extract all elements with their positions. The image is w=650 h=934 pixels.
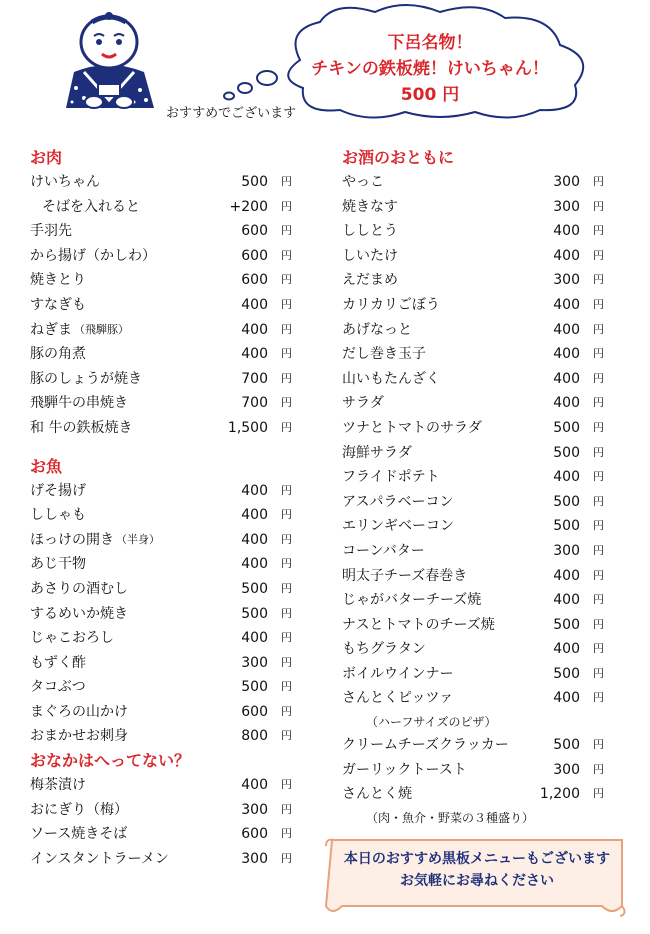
menu-item (342, 662, 604, 687)
menu-list-fish (30, 479, 292, 750)
menu-item (30, 577, 292, 602)
menu-item-price: 500 (553, 665, 580, 682)
tagline: おすすめでございます (166, 106, 297, 121)
menu-item-currency: 円 (593, 445, 604, 459)
menu-item (342, 514, 604, 539)
menu-item (30, 342, 292, 367)
menu-item-price: 300 (241, 850, 268, 867)
menu-item (30, 700, 292, 725)
menu-item (30, 416, 292, 441)
menu-item-price: 500 (241, 174, 268, 190)
menu-item-price: 300 (553, 761, 580, 778)
menu-item-price: 500 (241, 605, 268, 622)
menu-item-name: さんとく焼 (342, 786, 412, 803)
menu-item (30, 847, 292, 872)
menu-item (30, 528, 292, 553)
menu-item-currency: 円 (593, 642, 604, 656)
menu-item (30, 195, 292, 220)
menu-item-currency: 円 (281, 532, 292, 546)
menu-item-price: 400 (553, 321, 580, 338)
menu-item-currency: 円 (281, 248, 292, 262)
menu-item (30, 391, 292, 416)
menu-item-name: 海鮮サラダ (342, 444, 412, 461)
menu-item (342, 782, 604, 807)
menu-item-name: けいちゃん (30, 174, 100, 190)
menu-item-name: コーンバター (342, 542, 425, 559)
menu-item-price: 800 (241, 728, 268, 745)
menu-item-name: あじ干物 (30, 556, 86, 573)
menu-item-price: +200 (229, 198, 268, 215)
menu-item-price: 400 (241, 507, 268, 524)
menu-item (342, 170, 604, 195)
menu-item-currency: 円 (593, 371, 604, 385)
menu-item (342, 613, 604, 638)
menu-item-currency: 円 (281, 704, 292, 718)
menu-item-name: もずく酢 (30, 654, 86, 671)
menu-item-price: 600 (241, 703, 268, 720)
menu-item (342, 637, 604, 662)
menu-item (30, 293, 292, 318)
menu-item-name: 明太子チーズ春巻き (342, 567, 468, 584)
menu-item-name: フライドポテト (342, 469, 440, 486)
menu-item-price: 400 (553, 567, 580, 584)
menu-item-name: ツナとトマトのサラダ (342, 419, 482, 436)
menu-item-currency: 円 (593, 470, 604, 484)
menu-item-currency: 円 (593, 494, 604, 508)
menu-item-currency: 円 (281, 606, 292, 620)
menu-item-price: 600 (241, 272, 268, 289)
menu-item-price: 400 (241, 531, 268, 548)
menu-item-price: 600 (241, 223, 268, 240)
menu-item-name: ナスとトマトのチーズ焼 (342, 616, 495, 633)
menu-item-price: 1,200 (539, 786, 580, 803)
bubble-line-1: 下呂名物！ (387, 33, 473, 53)
menu-item-currency: 円 (593, 322, 604, 336)
menu-item-price: 500 (553, 444, 580, 461)
menu-item-currency: 円 (281, 778, 292, 792)
menu-item-price: 500 (553, 737, 580, 754)
menu-item-name: だし巻き玉子 (342, 346, 426, 363)
pizza-note: （ハーフサイズのピザ） (366, 715, 497, 730)
menu-item-name: ソース焼きそば (30, 826, 128, 843)
menu-item-name: 山いもたんざく (342, 370, 440, 387)
menu-item-note: （半身） (116, 532, 160, 546)
menu-item-currency: 円 (281, 729, 292, 743)
menu-item (342, 564, 604, 589)
menu-item-name: やっこ (342, 174, 384, 190)
menu-item-currency: 円 (281, 347, 292, 361)
menu-item-currency: 円 (281, 297, 292, 311)
menu-item-name: サラダ (342, 395, 384, 412)
menu-item-price: 400 (553, 395, 580, 412)
menu-item-name: インスタントラーメン (30, 850, 169, 867)
menu-item-currency: 円 (281, 371, 292, 385)
menu-item (30, 822, 292, 847)
menu-item-price: 500 (553, 493, 580, 510)
menu-item-currency: 円 (281, 851, 292, 865)
menu-item (30, 552, 292, 577)
section-title-hungry: おなかはへってない？ (30, 751, 191, 771)
menu-item (30, 602, 292, 627)
menu-item (30, 675, 292, 700)
menu-item-price: 400 (553, 690, 580, 707)
menu-item-currency: 円 (281, 224, 292, 238)
menu-item-price: 600 (241, 826, 268, 843)
menu-item (342, 244, 604, 269)
menu-item-currency: 円 (593, 273, 604, 287)
menu-item-currency: 円 (281, 827, 292, 841)
menu-item-name: じゃこおろし (30, 630, 114, 647)
bubble-line-2: チキンの鉄板焼！けいちゃん！ (311, 59, 549, 79)
menu-item (30, 367, 292, 392)
menu-item-name: おにぎり（梅） (30, 801, 128, 818)
footer-text (322, 848, 632, 892)
menu-item (30, 244, 292, 269)
menu-item-currency: 円 (593, 738, 604, 752)
menu-item-name: ししゃも (30, 507, 86, 524)
menu-item-name: さんとくピッツァ (342, 690, 454, 707)
menu-item-price: 1,500 (227, 419, 268, 436)
menu-item (342, 539, 604, 564)
section-title-meat: お肉 (30, 148, 63, 167)
menu-item-currency: 円 (281, 420, 292, 434)
left-column (30, 146, 292, 871)
menu-item-price: 500 (553, 616, 580, 633)
menu-item (30, 773, 292, 798)
menu-item-name: ガーリックトースト (342, 761, 467, 778)
menu-item-name: あげなっと (342, 321, 412, 338)
footer-line-1: 本日のおすすめ黒板メニューもございます (343, 851, 611, 867)
menu-item-name: ボイルウインナー (342, 665, 454, 682)
menu-item-name: ねぎま (30, 321, 72, 338)
menu-item-name: しいたけ (342, 247, 398, 264)
menu-item-price: 600 (241, 247, 268, 264)
menu-item-name: ししとう (342, 223, 398, 240)
menu-item-price: 700 (241, 370, 268, 387)
menu-item-currency: 円 (281, 655, 292, 669)
menu-item-price: 400 (553, 296, 580, 313)
menu-item-name: 豚の角煮 (30, 346, 86, 363)
menu-item-price: 500 (553, 518, 580, 535)
menu-item-currency: 円 (593, 519, 604, 533)
menu-item-price: 400 (553, 641, 580, 658)
menu-item-price: 400 (241, 777, 268, 794)
footer-line-2: お気軽にお尋ねください (400, 873, 554, 889)
menu-item-currency: 円 (593, 666, 604, 680)
menu-item-currency: 円 (593, 199, 604, 213)
menu-list-hungry (30, 773, 292, 871)
menu-item-price: 400 (241, 346, 268, 363)
menu-item-currency: 円 (281, 581, 292, 595)
menu-item-currency: 円 (593, 617, 604, 631)
menu-item (342, 733, 604, 758)
menu-item (342, 490, 604, 515)
menu-item-price: 400 (553, 469, 580, 486)
menu-item-currency: 円 (593, 420, 604, 434)
menu-item-currency: 円 (281, 322, 292, 336)
menu-item (30, 268, 292, 293)
menu-item-currency: 円 (281, 483, 292, 497)
menu-item (342, 686, 604, 711)
menu-item-currency: 円 (593, 691, 604, 705)
right-column (342, 146, 604, 829)
menu-item-name: クリームチーズクラッカー (342, 737, 509, 754)
menu-item-currency: 円 (593, 347, 604, 361)
menu-item-price: 400 (241, 482, 268, 499)
menu-item-name: 焼きなす (342, 198, 398, 215)
mascot-illustration (54, 10, 164, 110)
menu-item-name: えだまめ (342, 272, 398, 289)
menu-item (342, 465, 604, 490)
menu-item (342, 293, 604, 318)
menu-item-name: するめいか焼き (30, 605, 128, 622)
menu-item-name: すなぎも (30, 296, 86, 313)
menu-item (342, 219, 604, 244)
menu-item-price: 300 (553, 174, 580, 190)
menu-item-price: 400 (553, 223, 580, 240)
menu-item (342, 318, 604, 343)
section-title-fish: お魚 (30, 456, 63, 476)
menu-item-price: 300 (553, 198, 580, 215)
menu-item-name: 和 牛の鉄板焼き (30, 419, 133, 436)
menu-item-name: 豚のしょうが焼き (30, 370, 142, 387)
menu-item-currency: 円 (593, 224, 604, 238)
menu-item-name: アスパラベーコン (342, 493, 454, 510)
menu-item-currency: 円 (281, 557, 292, 571)
menu-item-currency: 円 (593, 568, 604, 582)
menu-item-currency: 円 (593, 593, 604, 607)
menu-item-name: 飛騨牛の串焼き (30, 395, 128, 412)
menu-item-price: 400 (553, 370, 580, 387)
menu-item-price: 500 (553, 419, 580, 436)
menu-item-currency: 円 (281, 199, 292, 213)
menu-item (342, 367, 604, 392)
menu-item-name: まぐろの山かけ (30, 703, 128, 720)
menu-item-name: ほっけの開き (30, 531, 114, 548)
menu-item-currency: 円 (281, 631, 292, 645)
menu-item-currency: 円 (281, 508, 292, 522)
menu-item-name: じゃがバターチーズ焼 (342, 592, 482, 609)
menu-item-price: 500 (241, 679, 268, 696)
menu-item (30, 503, 292, 528)
menu-item-price: 400 (241, 556, 268, 573)
menu-item (30, 651, 292, 676)
menu-item-name: おまかせお刺身 (30, 728, 128, 745)
menu-item-currency: 円 (593, 543, 604, 557)
menu-item (342, 758, 604, 783)
menu-item-price: 400 (241, 321, 268, 338)
menu-item-name: タコぶつ (30, 679, 86, 696)
menu-item-price: 300 (553, 272, 580, 289)
menu-item (30, 724, 292, 749)
menu-item-currency: 円 (593, 787, 604, 801)
menu-item (342, 416, 604, 441)
bubble-text (280, 30, 580, 108)
menu-item (30, 318, 292, 343)
menu-item (342, 588, 604, 613)
bubble-line-3: 500 円 (400, 85, 460, 105)
menu-item-currency: 円 (593, 396, 604, 410)
menu-item (342, 391, 604, 416)
menu-item-currency: 円 (593, 762, 604, 776)
menu-item (30, 798, 292, 823)
menu-item-name: カリカリごぼう (342, 296, 440, 313)
menu-item-currency: 円 (281, 680, 292, 694)
menu-list-snacks-2 (342, 733, 604, 807)
menu-item-price: 500 (241, 580, 268, 597)
menu-item-price: 400 (553, 346, 580, 363)
menu-item (30, 170, 292, 195)
menu-item-name: 手羽先 (30, 223, 72, 240)
menu-item (30, 479, 292, 504)
menu-item-price: 300 (553, 542, 580, 559)
menu-list-meat (30, 170, 292, 441)
menu-list-snacks (342, 170, 604, 711)
menu-item (30, 219, 292, 244)
menu-item-note: （飛騨豚） (74, 322, 129, 336)
menu-item (342, 441, 604, 466)
menu-item-currency: 円 (281, 273, 292, 287)
menu-item-name: もちグラタン (342, 641, 426, 658)
menu-item-price: 300 (241, 654, 268, 671)
menu-item-currency: 円 (593, 175, 604, 188)
menu-item (30, 626, 292, 651)
menu-item-currency: 円 (593, 248, 604, 262)
menu-item-name: そばを入れると (42, 198, 140, 215)
menu-item-name: げそ揚げ (30, 482, 86, 499)
menu-item-price: 400 (553, 247, 580, 264)
menu-item-name: エリンギベーコン (342, 518, 454, 535)
menu-item-currency: 円 (593, 297, 604, 311)
menu-item-name: 梅茶漬け (30, 777, 86, 794)
menu-item (342, 342, 604, 367)
menu-item-name: あさりの酒むし (30, 580, 128, 597)
menu-item-price: 400 (553, 592, 580, 609)
menu-item-currency: 円 (281, 802, 292, 816)
section-title-snacks: お酒のおともに (342, 148, 455, 167)
menu-item-currency: 円 (281, 175, 292, 188)
menu-item-price: 400 (241, 630, 268, 647)
menu-item-price: 700 (241, 395, 268, 412)
menu-item-price: 300 (241, 801, 268, 818)
menu-item-currency: 円 (281, 396, 292, 410)
menu-item (342, 268, 604, 293)
menu-item-price: 400 (241, 296, 268, 313)
menu-item-name: から揚げ（かしわ） (30, 247, 156, 264)
santoku-note: （肉・魚介・野菜の３種盛り） (366, 810, 535, 825)
menu-item (342, 195, 604, 220)
menu-item-name: 焼きとり (30, 272, 86, 289)
